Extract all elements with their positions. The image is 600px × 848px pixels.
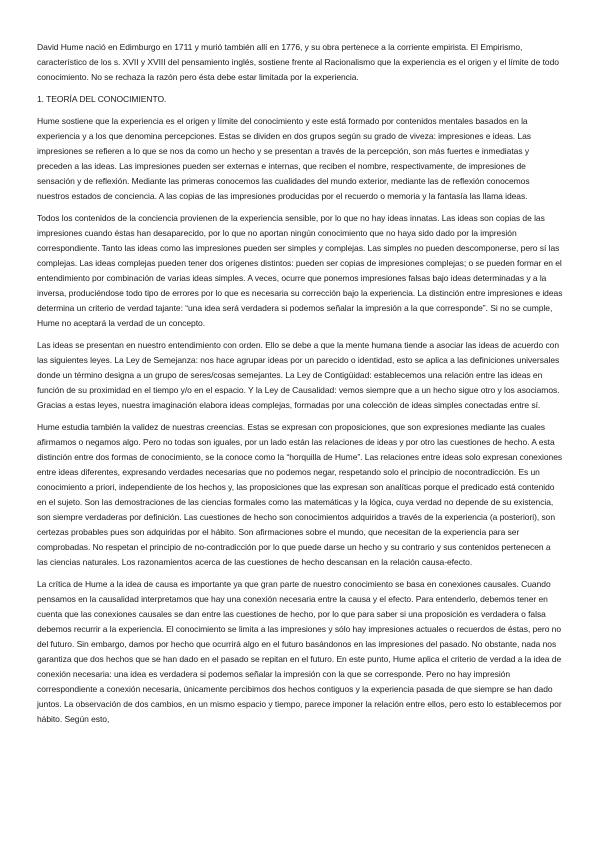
section-heading: 1. TEORÍA DEL CONOCIMIENTO. (37, 94, 167, 104)
paragraph-impressions-ideas: Hume sostiene que la experiencia es el origen y límite del conocimiento y este está formado por contenidos mentales basados en la experiencia y a los que denomina percepciones. Estas se dividen en dos grupos según su grado de viveza: impresiones e ideas. Las impresiones se refieren a lo que se nos da como un hecho y se presentan a través de la percepción, son más fuertes e inmediatas y preceden a las ideas. Las impresiones pueden ser externas e internas, que reciben el nombre, respectivamente, de impresiones de sensación y de reflexión. Mediante las primeras conocemos las cualidades del mundo exterior, mediante las de reflexión conocemos nuestros estados de conciencia. A las copias de las impresiones producidas por el recuerdo o memoria y la fantasía las llama ideas. (37, 116, 531, 201)
paragraph-hume-fork: Hume estudia también la validez de nuestras creencias. Estas se expresan con proposiciones, que son expresiones mediante las cuales afirmamos o negamos algo. Pero no todas son iguales, por un lado están las relaciones de ideas y por otro las cuestiones de hecho. A esta distinción entre dos formas de conocimiento, se la conoce como la “horquilla de Hume”. Las relaciones entre ideas solo expresan conexiones entre ideas diferentes, expresando verdades necesarias que no podemos negar, respetando solo el principio de nocontradicción. Es un conocimiento a priori, independiente de los hechos y, las proposiciones que las expresan son analíticas porque el predicado está contenido en el sujeto. Son las demostraciones de las ciencias formales como las matemáticas y la lógica, cuya verdad no depende de su existencia, son siempre verdaderas por definición. Las cuestiones de hecho son conocimientos adquiridos a través de la experiencia (a posteriori), son certezas probables pues son adquiridas por el hábito. Son afirmaciones sobre el mundo, que necesitan de la experiencia para ser comprobadas. No respetan el principio de no-contradicción por lo que puede darse un hecho y su contrario y sus contenidos pertenecen a las ciencias naturales. Los razonamientos acerca de las cuestiones de hecho descansan en la relación causa-efecto. (37, 422, 563, 567)
paragraph-association-laws: Las ideas se presentan en nuestro entendimiento con orden. Ello se debe a que la mente humana tiende a asociar las ideas de acuerdo con las siguientes leyes. La Ley de Semejanza: nos hace agrupar ideas por un parecido o identidad, esto se aplica a las definiciones universales donde un término designa a un grupo de seres/cosas semejantes. La Ley de Contigüidad: establecemos una relación entre las ideas en función de su proximidad en el tiempo y/o en el espacio. Y la Ley de Causalidad: vemos siempre que a un hecho sigue otro y los asociamos. Gracias a estas leyes, nuestra imaginación elabora ideas complejas, formadas por una colección de ideas simples conectadas entre sí. (37, 340, 560, 410)
paragraph-causality-critique: La crítica de Hume a la idea de causa es importante ya que gran parte de nuestro conocimiento se basa en conexiones causales. Cuando pensamos en la causalidad interpretamos que hay una conexión necesaria entre la causa y el efecto. Para entenderlo, debemos tener en cuenta que las conexiones causales se dan entre las cuestiones de hecho, por lo que para saber si una proposición es verdadera o falsa debemos recurrir a la experiencia. El conocimiento se limita a las impresiones y sólo hay impresiones actuales o recuerdos de éstas, pero no del futuro. Sin embargo, damos por hecho que ocurrirá algo en el futuro basándonos en las impresiones del pasado. No obstante, nada nos garantiza que dos hechos que se han dado en el pasado se repitan en el futuro. En este punto, Hume aplica el criterio de verdad a la idea de conexión necesaria: una idea es verdadera si podemos señalar la impresión con la que se corresponde. Pero no hay impresión correspondiente a conexión necesaria, únicamente percibimos dos hechos contiguos y la experiencia pasada de que siempre se han dado juntos. La observación de dos cambios, en un mismo espacio y tiempo, parece imponer la relación entre ellos, pero esto lo establecemos por hábito. Según esto, (37, 579, 562, 724)
paragraph-no-innate-ideas: Todos los contenidos de la conciencia provienen de la experiencia sensible, por lo que no hay ideas innatas. Las ideas son copias de las impresiones cuando éstas han desaparecido, por lo que no aportan ningún conocimiento que no haya sido dado por la impresión correspondiente. Tanto las ideas como las impresiones pueden ser simples y complejas. Las simples no pueden descomponerse, pero sí las complejas. Las ideas complejas pueden tener dos orígenes distintos: pueden ser copias de impresiones complejas; o se pueden formar en el entendimiento por combinación de varias ideas simples. A veces, ocurre que ponemos impresiones falsas bajo ideas determinadas y a la inversa, produciéndose todo tipo de errores por lo que es necesaria su corrección bajo la experiencia. La distinción entre impresiones e ideas determina un criterio de verdad tajante: “una idea será verdadera si podemos señalar la impresión a la que corresponde”. Si no se cumple, Hume no aceptará la verdad de un concepto. (37, 213, 563, 328)
intro-paragraph: David Hume nació en Edimburgo en 1711 y murió también allí en 1776, y su obra pertenece a la corriente empirista. El Empirismo, característico de los s. XVII y XVIII del pensamiento inglés, sostiene frente al Racionalismo que la experiencia es el origen y el límite de todo conocimiento. No se rechaza la razón pero ésta debe estar limitada por la experiencia. (37, 42, 559, 82)
